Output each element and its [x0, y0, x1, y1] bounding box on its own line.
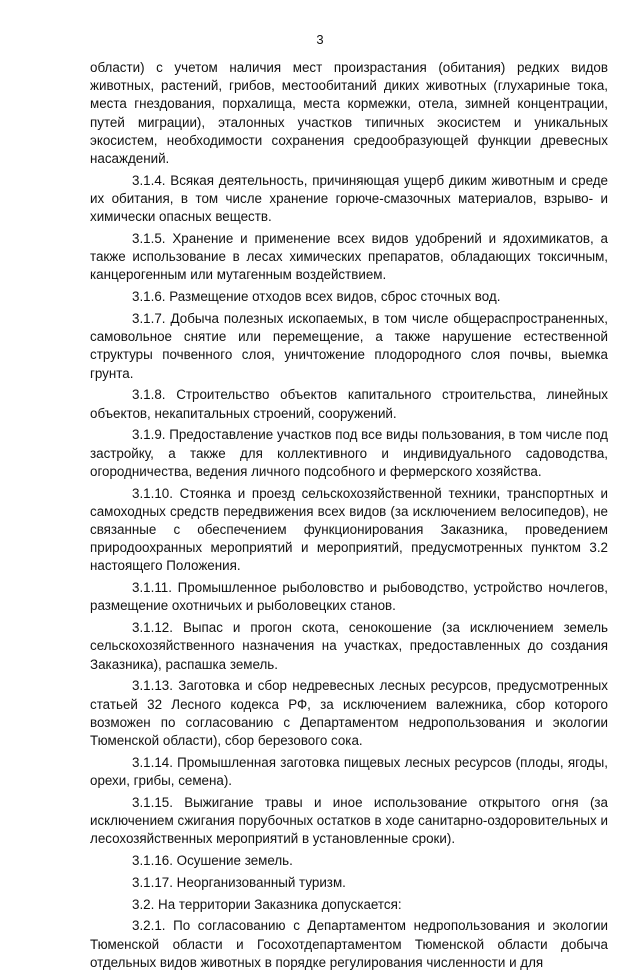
- paragraph-3-1-14: 3.1.14. Промышленная заготовка пищевых лесных ресурсов (плоды, ягоды, орехи, грибы, семена).: [90, 754, 608, 789]
- paragraph-3-1-16: 3.1.16. Осушение земель.: [132, 853, 293, 869]
- paragraph-3-1-8: 3.1.8. Строительство объектов капитального строительства, линейных объектов, некапитальных строений, сооружений.: [90, 387, 608, 421]
- paragraph-3-1-11: 3.1.11. Промышленное рыболовство и рыбоводство, устройство ночлегов, размещение охотничьих и рыболовецких станов.: [90, 580, 608, 614]
- paragraph-3-2-1: 3.2.1. По согласованию с Департаментом недропользования и экологии Тюменской области и Госохотдепартаментом Тюменской области добыча отдельных видов животных в порядке регулирования численности и для: [90, 918, 608, 970]
- paragraph-3-1-15: 3.1.15. Выжигание травы и иное использование открытого огня (за исключением сжигания порубочных остатков в ходе санитарно-оздоровительных и лесохозяйственных мероприятий в установленные сроки).: [90, 794, 608, 847]
- paragraph-3-1-17: 3.1.17. Неорганизованный туризм.: [132, 874, 346, 890]
- paragraph-3-2: 3.2. На территории Заказника допускается:: [132, 896, 402, 912]
- paragraph-3-1-13: 3.1.13. Заготовка и сбор недревесных лесных ресурсов, предусмотренных статьей 32 Лесного кодекса РФ, за исключением валежника, сбор которого возможен по согласованию с Департаментом недропользования и экологии Тюменской области), сбор березового сока.: [90, 678, 608, 749]
- paragraph-3-1-4: 3.1.4. Всякая деятельность, причиняющая ущерб диким животным и среде их обитания, в том числе хранение горюче-смазочных материалов, взрыво- и химически опасных веществ.: [90, 172, 608, 225]
- paragraph-3-1-6: 3.1.6. Размещение отходов всех видов, сброс сточных вод.: [132, 289, 501, 305]
- paragraph-3-1-7: 3.1.7. Добыча полезных ископаемых, в том числе общераспространенных, самовольное снятие или перемещение, а также нарушение естественной структуры почвенного слоя, уничтожение плодородного слоя почвы, выемка грунта.: [90, 311, 608, 381]
- paragraph-3-1-5: 3.1.5. Хранение и применение всех видов удобрений и ядохимикатов, а также использование в лесах химических препаратов, обладающих токсичным, канцерогенным или мутагенным воздействием.: [90, 231, 608, 283]
- paragraph-continuation: области) с учетом наличия мест произрастания (обитания) редких видов животных, растений, грибов, местообитаний диких животных (глухариные тока, места гнездования, порхалища, места кормежки, отела, зимней концентрации, путей миграции), эталонных участков типичных экосистем и уникальных экосистем, необходимости сохранения средообразующей функции древесных насаждений.: [90, 60, 608, 167]
- document-body: [90, 59, 608, 976]
- page-number: 3: [316, 32, 324, 47]
- paragraph-3-1-10: 3.1.10. Стоянка и проезд сельскохозяйственной техники, транспортных и самоходных средств передвижения всех видов (за исключением велосипедов), не связанные с обеспечением функционирования Заказника, проведением природоохранных мероприятий и мероприятий, предусмотренных пунктом 3.2 настоящего Положения.: [90, 485, 608, 574]
- paragraph-3-1-9: 3.1.9. Предоставление участков под все виды пользования, в том числе под застройку, а также для коллективного и индивидуального садоводства, огородничества, ведения личного подсобного и фермерского хозяйства.: [90, 427, 608, 479]
- paragraph-3-1-12: 3.1.12. Выпас и прогон скота, сенокошение (за исключением земель сельскохозяйственного назначения на участках, предоставленных до создания Заказника), распашка земель.: [90, 620, 608, 672]
